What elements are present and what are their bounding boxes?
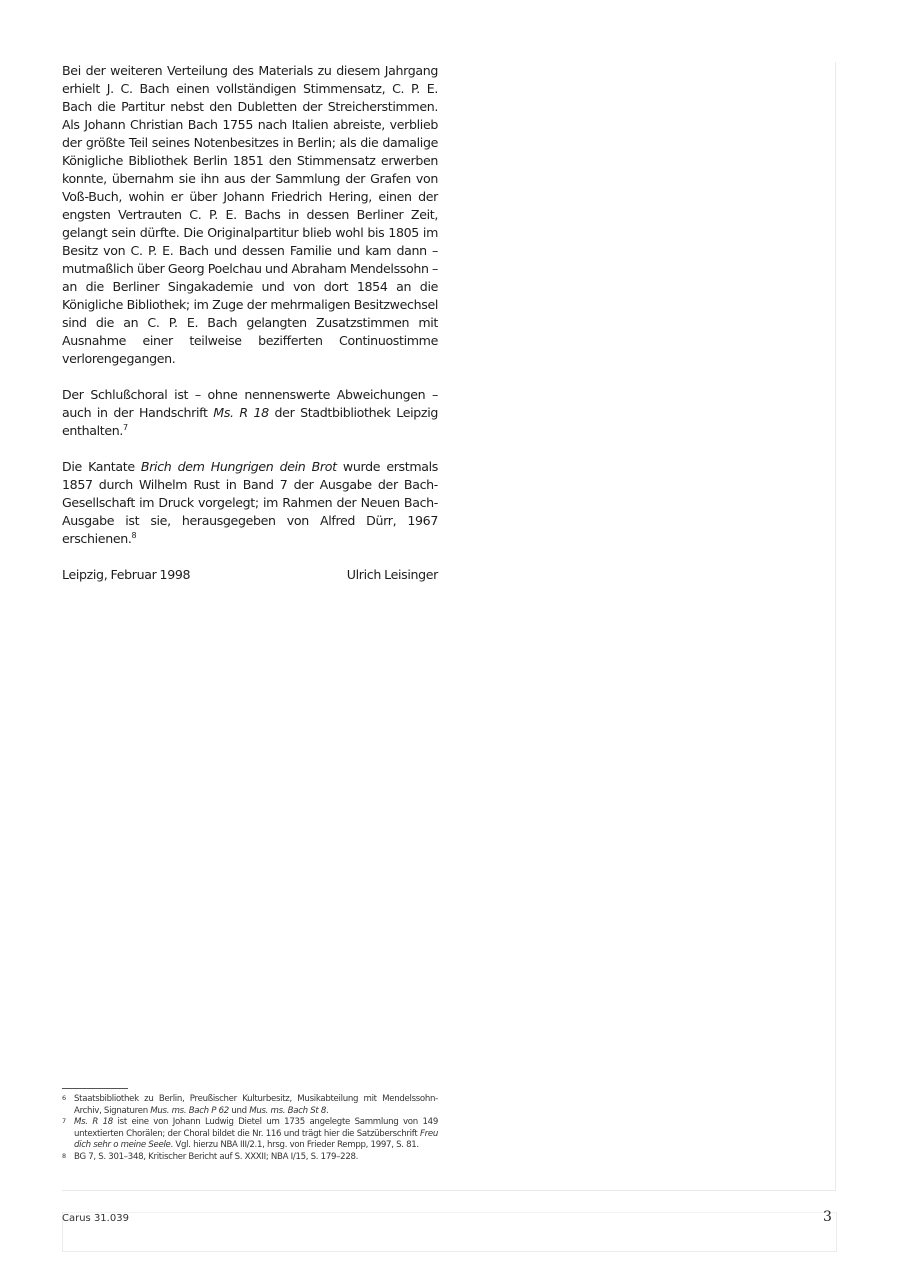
manuscript-title: Ms. R 18: [213, 405, 269, 420]
footnote-number: 8: [62, 1151, 66, 1160]
paragraph-3: [62, 458, 438, 548]
catalog-number: Carus 31.039: [62, 1213, 129, 1224]
signature-line: [62, 566, 438, 584]
footnote-6: [62, 1094, 438, 1117]
footnote-number: 6: [62, 1094, 66, 1102]
paragraph-2-text-b: der Stadtbibliothek Leipzig enthalten.: [62, 405, 438, 438]
footnote-text: [74, 1117, 438, 1152]
footnote-number: 7: [62, 1117, 66, 1126]
footnote-6-text-b: und: [228, 1105, 250, 1116]
footnote-6-signature-2: Mus. ms. Bach St 8: [249, 1105, 327, 1116]
page-number: 3: [823, 1209, 832, 1225]
paragraph-3-text-b: wurde erstmals 1857 durch Wilhelm Rust in Band 7 der Ausgabe der Bach-Gesellschaft im Druck vorgelegt; im Rahmen der Neuen Bach-Ausgabe ist sie, herausgegeben von Alfred Dürr, 1967 erschienen.: [62, 459, 438, 546]
footnote-8: [62, 1152, 438, 1164]
footnotes: [62, 1094, 438, 1164]
footnote-7-manuscript: Ms. R 18: [74, 1117, 113, 1128]
footnote-text: BG 7, S. 301–348, Kritischer Bericht auf S. XXXII; NBA I/15, S. 179–228.: [74, 1151, 359, 1162]
paragraph-2-text-a: Der Schlußchoral ist – ohne nennenswerte Abweichungen – auch in der Handschrift: [62, 387, 438, 420]
paragraph-1: Bei der weiteren Verteilung des Materials zu diesem Jahrgang erhielt J. C. Bach einen vollständigen Stimmensatz, C. P. E. Bach die Partitur nebst den Dubletten der Streicherstimmen. Als Johann Christian Bach 1755 nach Italien abreiste, verblieb der größte Teil seines Notenbesitzes in Berlin; als die damalige Königliche Bibliothek Berlin 1851 den Stimmensatz erwerben konnte, übernahm sie ihn aus der Sammlung der Grafen von Voß-Buch, wohin er über Johann Friedrich Hering, einen der engsten Vertrauten C. P. E. Bachs in dessen Berliner Zeit, gelangt sein dürfte. Die Originalpartitur blieb wohl bis 1805 im Besitz von C. P. E. Bach und dessen Familie und kam dann – mutmaßlich über Georg Poelchau und Abraham Mendelssohn – an die Berliner Singakademie und von dort 1854 an die Königliche Bibliothek; im Zuge der mehrmaligen Besitzwechsel sind die an C. P. E. Bach gelangten Zusatzstimmen mit Ausnahme einer teilweise bezifferten Continuostimme verlorengegangen.: [62, 63, 438, 366]
footnote-text: [74, 1094, 438, 1117]
paragraph-3-text-a: Die Kantate: [62, 459, 141, 474]
paragraph-2: [62, 386, 438, 440]
footnote-7-text-b: . Vgl. hierzu NBA III/2.1, hrsg. von Frieder Rempp, 1997, S. 81.: [170, 1140, 419, 1151]
footnote-7: [62, 1117, 438, 1152]
footnote-6-signature-1: Mus. ms. Bach P 62: [150, 1105, 229, 1116]
footnote-ref-8: 8: [131, 530, 137, 540]
footnote-7-chorale-title: Freu dich sehr o meine Seele: [74, 1128, 438, 1151]
author-name: Ulrich Leisinger: [346, 567, 438, 582]
footnote-ref-7: 7: [123, 422, 128, 432]
footnote-divider: [62, 1088, 128, 1089]
footer-frame: [62, 1212, 837, 1252]
footnote-7-text-a: ist eine von Johann Ludwig Dietel um 1735 angelegte Sammlung von 149 untextierten Chorälen; der Choral bildet die Nr. 116 und trägt hier die Satzüberschrift: [74, 1117, 439, 1139]
footnote-6-text-a: Staatsbibliothek zu Berlin, Preußischer Kulturbesitz, Musikabteilung mit Mendelssohn-Archiv, Signaturen: [74, 1094, 438, 1116]
cantata-title: Brich dem Hungrigen dein Brot: [140, 459, 337, 474]
main-text-column: [62, 62, 438, 584]
place-date: Leipzig, Februar 1998: [62, 567, 191, 582]
footnote-6-text-c: .: [326, 1105, 329, 1116]
